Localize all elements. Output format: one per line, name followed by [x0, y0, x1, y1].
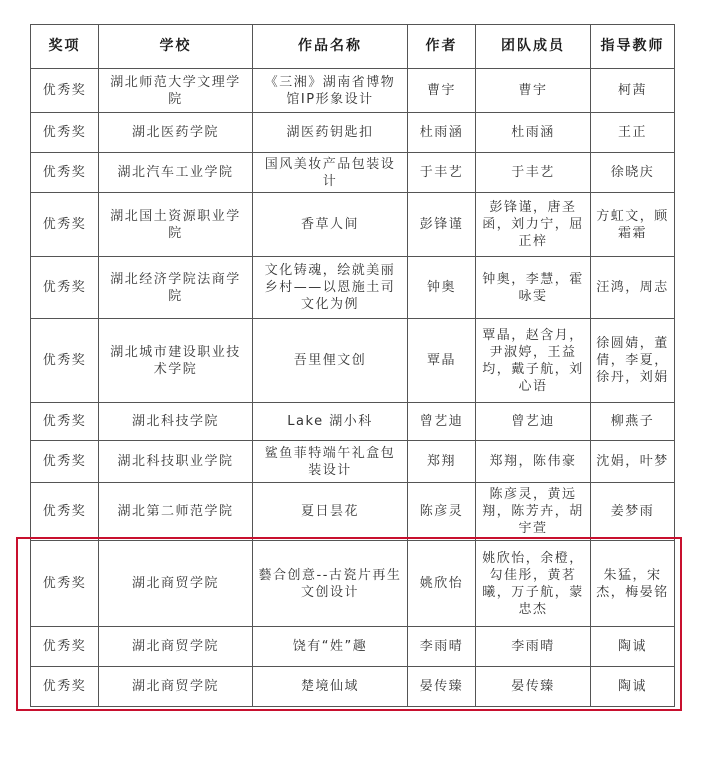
table-row	[31, 193, 675, 257]
table-row	[31, 541, 675, 627]
cell-author: 姚欣怡	[408, 541, 476, 627]
cell-team: 钟奥，李慧，霍咏雯	[476, 257, 591, 319]
cell-advisor: 柳燕子	[591, 403, 675, 441]
table-row	[31, 667, 675, 707]
cell-author: 晏传臻	[408, 667, 476, 707]
cell-work: 国风美妆产品包装设计	[253, 153, 408, 193]
header-award: 奖项	[31, 25, 99, 69]
cell-work: 藝合创意--古瓷片再生文创设计	[253, 541, 408, 627]
cell-work: 楚境仙域	[253, 667, 408, 707]
cell-work: 文化铸魂，绘就美丽乡村——以恩施土司文化为例	[253, 257, 408, 319]
cell-advisor: 柯茜	[591, 69, 675, 113]
cell-advisor: 徐圆婧，董倩，李夏，徐丹，刘娟	[591, 319, 675, 403]
cell-school: 湖北科技职业学院	[99, 441, 253, 483]
header-row	[31, 25, 675, 69]
table-row	[31, 69, 675, 113]
cell-work: 香草人间	[253, 193, 408, 257]
table-row	[31, 257, 675, 319]
table-row	[31, 627, 675, 667]
cell-author: 曾艺迪	[408, 403, 476, 441]
cell-school: 湖北商贸学院	[99, 667, 253, 707]
cell-work: 饶有“姓”趣	[253, 627, 408, 667]
cell-team: 曾艺迪	[476, 403, 591, 441]
cell-school: 湖北国土资源职业学院	[99, 193, 253, 257]
header-team: 团队成员	[476, 25, 591, 69]
table-row	[31, 113, 675, 153]
cell-award: 优秀奖	[31, 483, 99, 541]
cell-advisor: 王正	[591, 113, 675, 153]
cell-work: 鲨鱼菲特端午礼盒包装设计	[253, 441, 408, 483]
cell-school: 湖北师范大学文理学院	[99, 69, 253, 113]
cell-school: 湖北医药学院	[99, 113, 253, 153]
cell-school: 湖北城市建设职业技术学院	[99, 319, 253, 403]
cell-author: 曹宇	[408, 69, 476, 113]
cell-team: 李雨晴	[476, 627, 591, 667]
cell-award: 优秀奖	[31, 541, 99, 627]
cell-award: 优秀奖	[31, 153, 99, 193]
cell-award: 优秀奖	[31, 257, 99, 319]
table-row	[31, 153, 675, 193]
cell-advisor: 陶诚	[591, 667, 675, 707]
cell-award: 优秀奖	[31, 441, 99, 483]
header-author: 作者	[408, 25, 476, 69]
cell-school: 湖北第二师范学院	[99, 483, 253, 541]
cell-work: 吾里俚文创	[253, 319, 408, 403]
cell-team: 郑翔，陈伟豪	[476, 441, 591, 483]
cell-school: 湖北商贸学院	[99, 627, 253, 667]
cell-award: 优秀奖	[31, 193, 99, 257]
cell-author: 彭锋谨	[408, 193, 476, 257]
cell-author: 覃晶	[408, 319, 476, 403]
cell-school: 湖北商贸学院	[99, 541, 253, 627]
cell-author: 钟奥	[408, 257, 476, 319]
cell-author: 郑翔	[408, 441, 476, 483]
cell-author: 杜雨涵	[408, 113, 476, 153]
cell-award: 优秀奖	[31, 113, 99, 153]
cell-advisor: 沈娟，叶梦	[591, 441, 675, 483]
cell-award: 优秀奖	[31, 403, 99, 441]
cell-advisor: 朱猛，宋杰，梅晏铭	[591, 541, 675, 627]
cell-team: 曹宇	[476, 69, 591, 113]
cell-award: 优秀奖	[31, 319, 99, 403]
table-row	[31, 403, 675, 441]
cell-team: 姚欣怡，余橙，勾佳彤，黄茗曦，万子航，蒙忠杰	[476, 541, 591, 627]
cell-team: 于丰艺	[476, 153, 591, 193]
cell-advisor: 陶诚	[591, 627, 675, 667]
cell-work: Lake 湖小科	[253, 403, 408, 441]
cell-author: 陈彦灵	[408, 483, 476, 541]
cell-team: 陈彦灵，黄远翔，陈芳卉，胡宇萱	[476, 483, 591, 541]
awards-table	[30, 24, 675, 707]
cell-team: 晏传臻	[476, 667, 591, 707]
cell-work: 《三湘》湖南省博物馆IP形象设计	[253, 69, 408, 113]
cell-work: 夏日昙花	[253, 483, 408, 541]
cell-team: 杜雨涵	[476, 113, 591, 153]
cell-author: 于丰艺	[408, 153, 476, 193]
cell-school: 湖北经济学院法商学院	[99, 257, 253, 319]
cell-team: 彭锋谨，唐圣函，刘力宁，屈正梓	[476, 193, 591, 257]
cell-work: 湖医药钥匙扣	[253, 113, 408, 153]
cell-award: 优秀奖	[31, 69, 99, 113]
cell-school: 湖北汽车工业学院	[99, 153, 253, 193]
table-row	[31, 441, 675, 483]
cell-school: 湖北科技学院	[99, 403, 253, 441]
cell-award: 优秀奖	[31, 627, 99, 667]
header-work: 作品名称	[253, 25, 408, 69]
cell-advisor: 徐晓庆	[591, 153, 675, 193]
header-school: 学校	[99, 25, 253, 69]
cell-advisor: 汪鸿，周志	[591, 257, 675, 319]
table-row	[31, 483, 675, 541]
cell-advisor: 姜梦雨	[591, 483, 675, 541]
table-row	[31, 319, 675, 403]
cell-advisor: 方虹文，顾霜霜	[591, 193, 675, 257]
header-advisor: 指导教师	[591, 25, 675, 69]
cell-author: 李雨晴	[408, 627, 476, 667]
cell-team: 覃晶，赵含月，尹淑婷，王益均，戴子航，刘心语	[476, 319, 591, 403]
cell-award: 优秀奖	[31, 667, 99, 707]
